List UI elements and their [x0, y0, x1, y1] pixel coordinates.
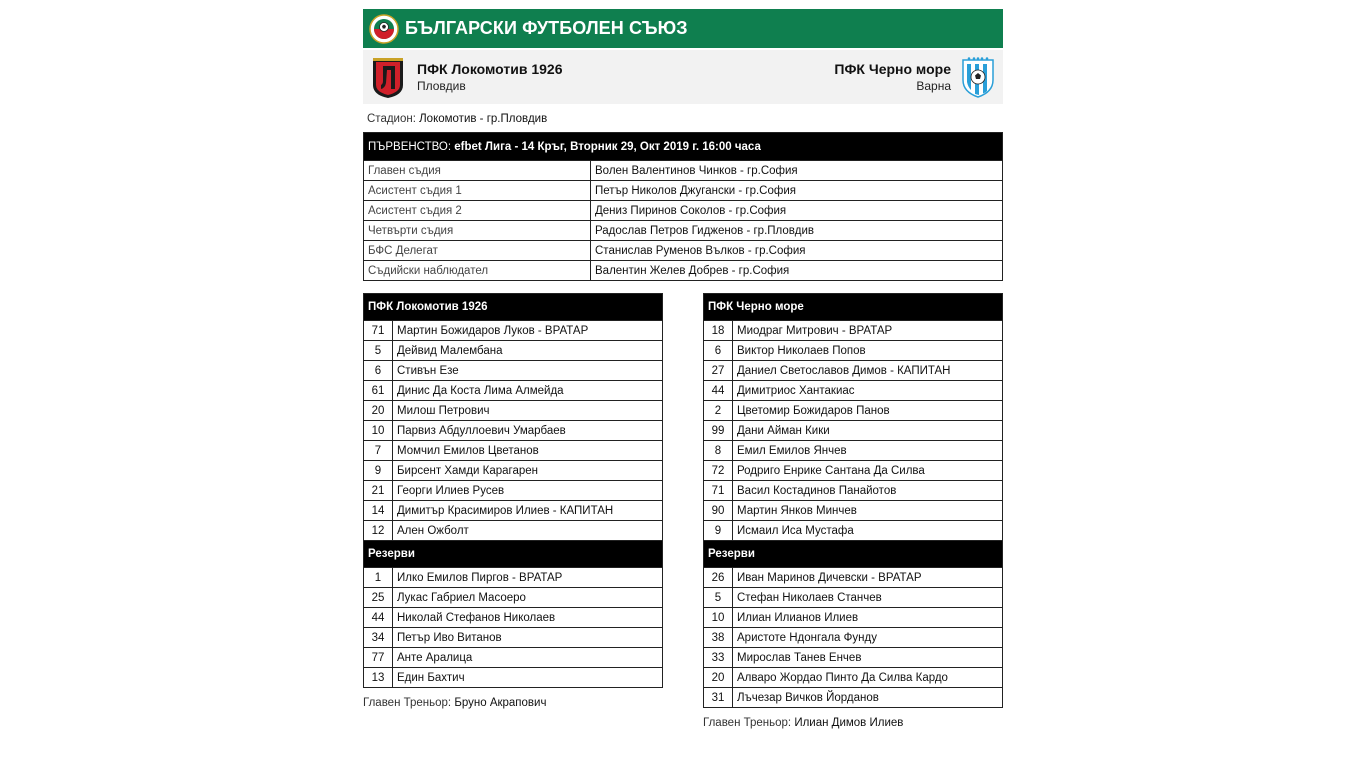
player-name: Стефан Николаев Станчев [733, 588, 1003, 608]
official-name: Петър Николов Джугански - гр.София [591, 181, 1003, 201]
official-name: Радослав Петров Гидженов - гр.Пловдив [591, 221, 1003, 241]
player-number: 25 [364, 588, 393, 608]
player-number: 5 [704, 588, 733, 608]
lokomotiv-crest-icon [371, 55, 405, 99]
player-name: Дейвид Малембана [393, 341, 663, 361]
table-row [704, 341, 1003, 361]
table-row [704, 481, 1003, 501]
table-row [704, 568, 1003, 588]
away-reserves-title: Резерви [704, 541, 1003, 568]
player-name: Димитър Красимиров Илиев - КАПИТАН [393, 501, 663, 521]
table-row [364, 628, 663, 648]
stadium-info [367, 113, 1003, 125]
table-row [364, 161, 1003, 181]
table-row [364, 568, 663, 588]
coach-label: Главен Треньор: [703, 717, 792, 729]
player-number: 44 [364, 608, 393, 628]
player-number: 71 [704, 481, 733, 501]
away-lineup-title: ПФК Черно море [704, 294, 1003, 321]
away-lineup [703, 293, 1003, 729]
player-name: Даниел Светославов Димов - КАПИТАН [733, 361, 1003, 381]
player-name: Георги Илиев Русев [393, 481, 663, 501]
official-role: Четвърти съдия [364, 221, 591, 241]
official-name: Валентин Желев Добрев - гр.София [591, 261, 1003, 281]
player-number: 14 [364, 501, 393, 521]
table-row [704, 361, 1003, 381]
table-row [364, 608, 663, 628]
table-row [364, 201, 1003, 221]
player-name: Мартин Янков Минчев [733, 501, 1003, 521]
player-number: 72 [704, 461, 733, 481]
competition-value: efbet Лига - 14 Кръг, Вторник 29, Окт 2019 г. 16:00 часа [454, 140, 761, 153]
player-name: Анте Аралица [393, 648, 663, 668]
table-row [704, 608, 1003, 628]
officials-header [364, 133, 1003, 161]
official-role: БФС Делегат [364, 241, 591, 261]
table-row [364, 261, 1003, 281]
table-row [364, 648, 663, 668]
player-name: Петър Иво Витанов [393, 628, 663, 648]
home-team-name: ПФК Локомотив 1926 [417, 61, 563, 77]
home-coach [363, 697, 663, 709]
table-row [704, 461, 1003, 481]
official-role: Съдийски наблюдател [364, 261, 591, 281]
table-row [364, 501, 663, 521]
player-number: 1 [364, 568, 393, 588]
table-row [704, 588, 1003, 608]
player-name: Аристоте Ндонгала Фунду [733, 628, 1003, 648]
player-name: Родриго Енрике Сантана Да Силва [733, 461, 1003, 481]
table-row [364, 668, 663, 688]
away-team [834, 56, 1003, 98]
player-number: 6 [704, 341, 733, 361]
official-role: Асистент съдия 2 [364, 201, 591, 221]
teams-bar [363, 50, 1003, 104]
player-name: Милош Петрович [393, 401, 663, 421]
table-row [364, 361, 663, 381]
away-coach [703, 717, 1003, 729]
player-name: Николай Стефанов Николаев [393, 608, 663, 628]
player-name: Исмаил Иса Мустафа [733, 521, 1003, 541]
bfs-logo-icon [369, 14, 399, 44]
table-row [364, 481, 663, 501]
player-name: Дани Айман Кики [733, 421, 1003, 441]
player-number: 33 [704, 648, 733, 668]
table-row [704, 628, 1003, 648]
table-row [704, 401, 1003, 421]
stadium-value: Локомотив - гр.Пловдив [419, 113, 548, 125]
player-number: 2 [704, 401, 733, 421]
player-number: 8 [704, 441, 733, 461]
coach-label: Главен Треньор: [363, 697, 452, 709]
home-team [363, 55, 563, 99]
table-row [364, 421, 663, 441]
player-name: Стивън Езе [393, 361, 663, 381]
table-row [704, 668, 1003, 688]
player-number: 44 [704, 381, 733, 401]
player-name: Илиан Илианов Илиев [733, 608, 1003, 628]
player-number: 26 [704, 568, 733, 588]
player-name: Васил Костадинов Панайотов [733, 481, 1003, 501]
official-role: Асистент съдия 1 [364, 181, 591, 201]
table-row [364, 521, 663, 541]
player-number: 38 [704, 628, 733, 648]
player-number: 21 [364, 481, 393, 501]
player-name: Парвиз Абдуллоевич Умарбаев [393, 421, 663, 441]
player-number: 90 [704, 501, 733, 521]
home-lineup [363, 293, 663, 709]
player-number: 18 [704, 321, 733, 341]
match-protocol [363, 9, 1003, 753]
player-number: 9 [364, 461, 393, 481]
table-row [364, 181, 1003, 201]
table-row [704, 321, 1003, 341]
coach-name: Бруно Акрапович [454, 697, 547, 709]
player-number: 12 [364, 521, 393, 541]
home-lineup-table [363, 293, 663, 688]
table-row [364, 381, 663, 401]
player-name: Лъчезар Вичков Йорданов [733, 688, 1003, 708]
table-row [364, 461, 663, 481]
table-row [704, 501, 1003, 521]
lineups [363, 293, 1003, 753]
player-name: Бирсент Хамди Карагарен [393, 461, 663, 481]
table-row [364, 341, 663, 361]
player-name: Цветомир Божидаров Панов [733, 401, 1003, 421]
officials-table [363, 132, 1003, 281]
player-name: Момчил Емилов Цветанов [393, 441, 663, 461]
player-name: Един Бахтич [393, 668, 663, 688]
player-number: 9 [704, 521, 733, 541]
stadium-label: Стадион: [367, 113, 416, 125]
table-row [364, 588, 663, 608]
home-lineup-title: ПФК Локомотив 1926 [364, 294, 663, 321]
official-role: Главен съдия [364, 161, 591, 181]
table-row [704, 441, 1003, 461]
table-row [704, 421, 1003, 441]
player-name: Мартин Божидаров Луков - ВРАТАР [393, 321, 663, 341]
player-number: 34 [364, 628, 393, 648]
player-name: Димитриос Хантакиас [733, 381, 1003, 401]
header-title: БЪЛГАРСКИ ФУТБОЛЕН СЪЮЗ [405, 18, 688, 38]
player-number: 99 [704, 421, 733, 441]
home-team-city: Пловдив [417, 79, 466, 93]
player-number: 13 [364, 668, 393, 688]
player-name: Иван Маринов Дичевски - ВРАТАР [733, 568, 1003, 588]
table-row [704, 688, 1003, 708]
away-team-name: ПФК Черно море [834, 61, 951, 77]
table-row [364, 401, 663, 421]
table-row [364, 321, 663, 341]
table-row [364, 241, 1003, 261]
player-name: Виктор Николаев Попов [733, 341, 1003, 361]
player-number: 71 [364, 321, 393, 341]
player-number: 27 [704, 361, 733, 381]
away-team-city: Варна [916, 79, 951, 93]
player-number: 61 [364, 381, 393, 401]
player-name: Динис Да Коста Лима Алмейда [393, 381, 663, 401]
header-banner [363, 9, 1003, 48]
player-number: 5 [364, 341, 393, 361]
official-name: Волен Валентинов Чинков - гр.София [591, 161, 1003, 181]
player-name: Лукас Габриел Масоеро [393, 588, 663, 608]
player-number: 6 [364, 361, 393, 381]
player-number: 10 [364, 421, 393, 441]
coach-name: Илиан Димов Илиев [794, 717, 904, 729]
player-name: Илко Емилов Пиргов - ВРАТАР [393, 568, 663, 588]
player-number: 20 [704, 668, 733, 688]
player-number: 20 [364, 401, 393, 421]
player-number: 77 [364, 648, 393, 668]
player-name: Мирослав Танев Енчев [733, 648, 1003, 668]
table-row [704, 648, 1003, 668]
table-row [704, 521, 1003, 541]
player-name: Миодраг Митрович - ВРАТАР [733, 321, 1003, 341]
home-reserves-title: Резерви [364, 541, 663, 568]
player-name: Ален Ожболт [393, 521, 663, 541]
table-row [704, 381, 1003, 401]
player-number: 31 [704, 688, 733, 708]
table-row [364, 441, 663, 461]
player-name: Алваро Жордао Пинто Да Силва Кардо [733, 668, 1003, 688]
player-name: Емил Емилов Янчев [733, 441, 1003, 461]
player-number: 10 [704, 608, 733, 628]
official-name: Дениз Пиринов Соколов - гр.София [591, 201, 1003, 221]
table-row [364, 221, 1003, 241]
cherno-more-crest-icon [961, 56, 995, 98]
official-name: Станислав Руменов Вълков - гр.София [591, 241, 1003, 261]
player-number: 7 [364, 441, 393, 461]
competition-label: ПЪРВЕНСТВО: [368, 140, 452, 153]
away-lineup-table [703, 293, 1003, 708]
